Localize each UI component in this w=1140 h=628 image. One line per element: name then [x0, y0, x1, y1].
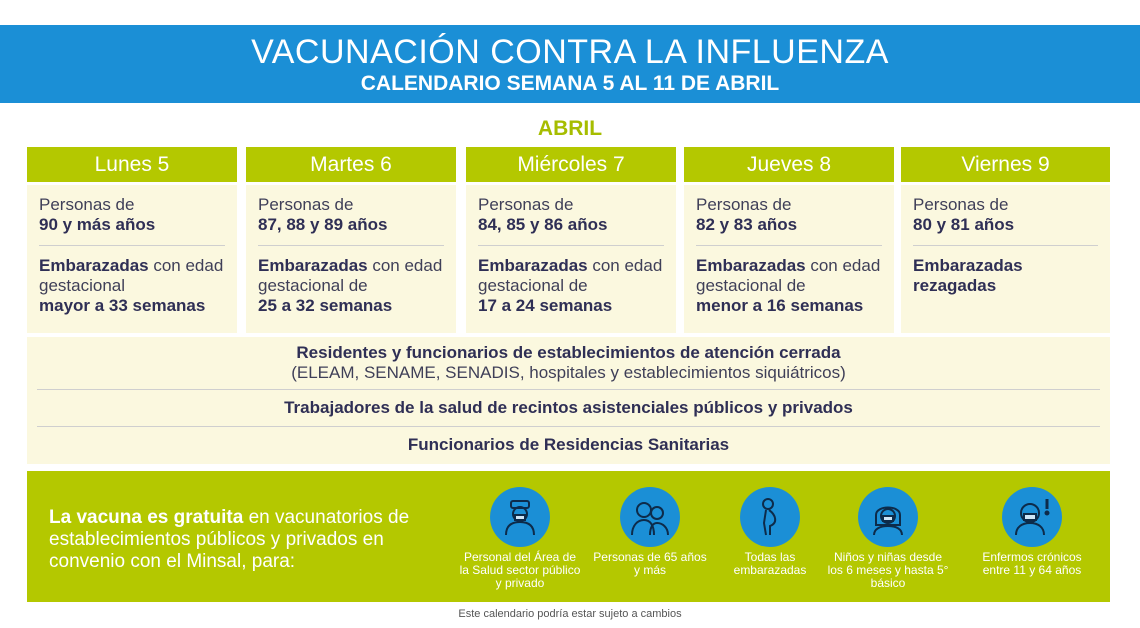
day-header: Martes 6 — [246, 147, 456, 182]
group-children — [827, 487, 949, 590]
age-group: 82 y 83 años — [696, 215, 798, 234]
shared-groups-panel — [27, 337, 1110, 464]
pregnancy-detail: 25 a 32 semanas — [258, 296, 393, 315]
residents-title: Residentes y funcionarios de establecimientos de atención cerrada — [296, 343, 841, 362]
day-column — [246, 147, 456, 333]
elderly-people-icon — [620, 487, 680, 547]
free-vaccine-panel — [27, 471, 1110, 602]
pregnancy-text: Embarazadas con edad gestacional — [39, 256, 224, 295]
disclaimer: Este calendario podría estar sujeto a cambios — [458, 608, 682, 620]
pregnancy-text: Embarazadas con edad gestacional de — [478, 256, 663, 295]
residents-detail: (ELEAM, SENAME, SENADIS, hospitales y establecimientos siquiátricos) — [291, 363, 846, 382]
group-label: Personal del Área de la Salud sector público y privado — [459, 550, 581, 590]
health-worker-icon — [490, 487, 550, 547]
pregnancy-text: Embarazadas con edad gestacional de — [696, 256, 881, 295]
age-group: 84, 85 y 86 años — [478, 215, 608, 234]
age-group: 90 y más años — [39, 215, 156, 234]
day-column — [901, 147, 1110, 333]
age-intro: Personas de — [39, 195, 135, 214]
divider — [39, 245, 225, 246]
pregnancy-detail: 17 a 24 semanas — [478, 296, 613, 315]
day-body — [466, 185, 676, 333]
group-label: Niños y niñas desde los 6 meses y hasta 5° básico — [827, 550, 949, 590]
day-header: Miércoles 7 — [466, 147, 676, 182]
sanitary-residences-row: Funcionarios de Residencias Sanitarias — [407, 435, 730, 454]
page-subtitle: CALENDARIO SEMANA 5 AL 11 DE ABRIL — [360, 72, 780, 95]
group-label: Enfermos crónicos entre 11 y 64 años — [982, 550, 1082, 577]
free-vaccine-text: La vacuna es gratuita en vacunatorios de establecimientos públicos y privados en convenio con el Minsal, para: — [49, 507, 410, 572]
day-column — [27, 147, 237, 333]
pregnancy-detail: rezagadas — [913, 276, 997, 295]
pregnancy-text: Embarazadas — [913, 256, 1023, 275]
child-icon — [858, 487, 918, 547]
group-chronic — [971, 487, 1093, 577]
health-workers-row: Trabajadores de la salud de recintos asistenciales públicos y privados — [284, 398, 853, 417]
age-intro: Personas de — [478, 195, 574, 214]
age-intro: Personas de — [913, 195, 1009, 214]
day-header: Jueves 8 — [684, 147, 894, 182]
pregnant-woman-icon — [740, 487, 800, 547]
day-body — [27, 185, 237, 333]
age-group: 80 y 81 años — [913, 215, 1015, 234]
age-intro: Personas de — [696, 195, 792, 214]
header-banner — [0, 25, 1140, 103]
group-label: Todas las embarazadas — [733, 550, 807, 577]
pregnancy-detail: mayor a 33 semanas — [39, 296, 206, 315]
day-body — [246, 185, 456, 333]
pregnancy-text: Embarazadas con edad gestacional de — [258, 256, 443, 295]
divider — [478, 245, 664, 246]
day-body — [901, 185, 1110, 333]
group-label: Personas de 65 años y más — [593, 550, 707, 577]
day-column — [466, 147, 676, 333]
group-pregnant — [709, 487, 831, 577]
group-elderly — [589, 487, 711, 577]
age-group: 87, 88 y 89 años — [258, 215, 388, 234]
residents-row — [27, 337, 1110, 383]
day-body — [684, 185, 894, 333]
month-label: ABRIL — [537, 117, 603, 140]
day-header: Lunes 5 — [27, 147, 237, 182]
divider — [258, 245, 444, 246]
divider — [913, 245, 1098, 246]
day-column — [684, 147, 894, 333]
group-health-workers — [459, 487, 581, 590]
pregnancy-detail: menor a 16 semanas — [696, 296, 864, 315]
divider — [696, 245, 882, 246]
day-header: Viernes 9 — [901, 147, 1110, 182]
age-intro: Personas de — [258, 195, 354, 214]
chronic-patient-icon — [1002, 487, 1062, 547]
page-title: VACUNACIÓN CONTRA LA INFLUENZA — [251, 33, 889, 71]
